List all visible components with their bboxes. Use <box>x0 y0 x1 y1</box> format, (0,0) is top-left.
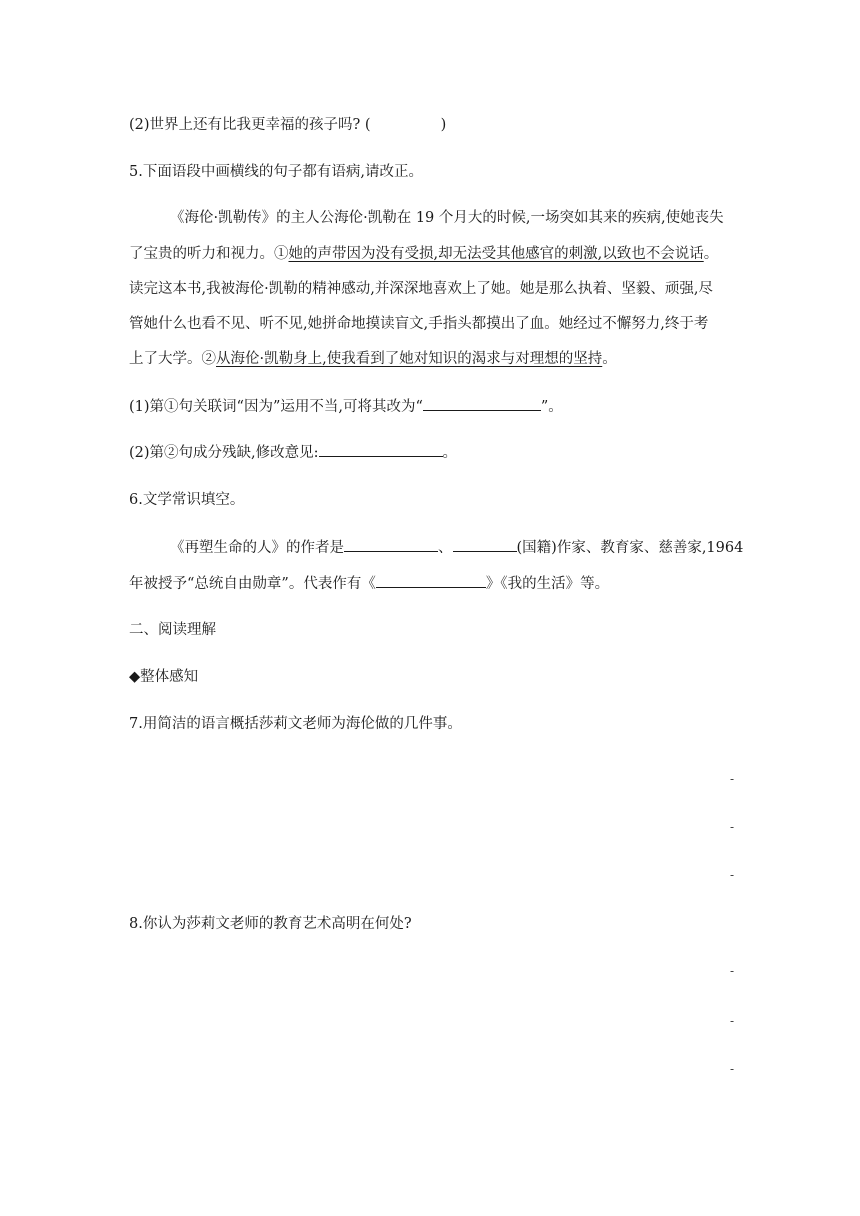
separator: 、 <box>438 540 453 556</box>
paragraph-text: 了宝贵的听力和视力。① <box>129 246 289 262</box>
question-6-title: 6.文学常识填空。 <box>129 492 245 508</box>
question-6-line-2 <box>129 573 609 594</box>
question-8-title: 8.你认为莎莉文老师的教育艺术高明在何处? <box>129 916 412 932</box>
question-4-2 <box>129 115 446 135</box>
paragraph-line-5 <box>129 349 617 369</box>
underlined-sentence-2: 从海伦·凯勒身上,使我看到了她对知识的渴求与对理想的坚持 <box>216 351 603 367</box>
answer-blank[interactable] <box>319 442 443 457</box>
paragraph-line-2 <box>129 244 718 264</box>
answer-line-mark: - <box>730 772 735 786</box>
paragraph-line-3: 读完这本书,我被海伦·凯勒的精神感动,并深深地喜欢上了她。她是那么执着、坚毅、顽强,尽 <box>129 281 713 297</box>
section-2-title: 二、阅读理解 <box>129 622 216 638</box>
paragraph-line-1: 《海伦·凯勒传》的主人公海伦·凯勒在 19 个月大的时候,一场突如其来的疾病,使她丧失 <box>170 210 724 226</box>
author-blank[interactable] <box>344 537 438 552</box>
question-5-2-text: (2)第②句成分残缺,修改意见: <box>129 445 319 461</box>
question-5-2 <box>129 442 457 463</box>
paragraph-text: 上了大学。② <box>129 351 216 367</box>
question-4-2-text: (2)世界上还有比我更幸福的孩子吗? ( <box>129 117 371 133</box>
answer-line-mark: - <box>730 1014 735 1028</box>
question-6-text: 《再塑生命的人》的作者是 <box>170 540 344 556</box>
answer-line-mark: - <box>730 1062 735 1076</box>
answer-blank[interactable] <box>423 396 541 411</box>
question-5-1-text: (1)第①句关联词“因为”运用不当,可将其改为“ <box>129 399 423 415</box>
paragraph-line-4: 管她什么也看不见、听不见,她拼命地摸读盲文,手指头都摸出了血。她经过不懈努力,终于考 <box>129 316 709 332</box>
answer-line-mark: - <box>730 964 735 978</box>
paragraph-text: 。 <box>602 351 617 367</box>
underlined-sentence-1: 她的声带因为没有受损,却无法受其他感官的刺激,以致也不会说话 <box>288 246 704 262</box>
question-5-2-end: 。 <box>442 445 458 461</box>
question-7-title: 7.用简洁的语言概括莎莉文老师为海伦做的几件事。 <box>129 716 462 732</box>
question-6-text: 》《我的生活》等。 <box>485 576 610 592</box>
nationality-blank[interactable] <box>453 537 517 552</box>
question-6-text: 年被授予“总统自由勋章”。代表作有《 <box>129 576 376 592</box>
question-5-1-end: ”。 <box>540 399 563 415</box>
question-5-1 <box>129 396 563 417</box>
closing-paren: ) <box>440 117 447 133</box>
paragraph-text: 。 <box>703 246 719 262</box>
answer-line-mark: - <box>730 868 735 882</box>
works-blank[interactable] <box>376 573 486 588</box>
question-5-title: 5.下面语段中画横线的句子都有语病,请改正。 <box>129 164 423 180</box>
question-6-text: (国籍)作家、教育家、慈善家,1964 <box>516 540 744 556</box>
question-6-line-1 <box>170 537 743 558</box>
answer-line-mark: - <box>730 820 735 834</box>
sub-section-title: ◆整体感知 <box>129 669 199 685</box>
